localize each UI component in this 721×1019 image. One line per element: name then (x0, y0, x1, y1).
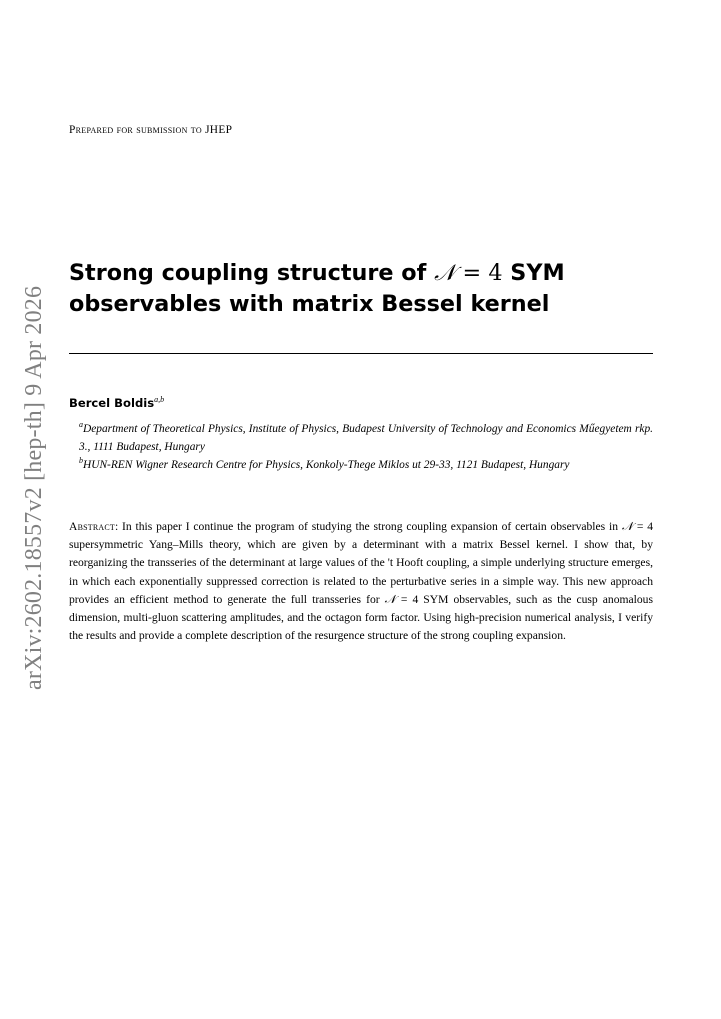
title-part-1: Strong coupling structure of (69, 260, 435, 286)
affiliations (79, 420, 653, 474)
title-part-2: SYM (502, 260, 565, 286)
abstract-text-1b: = 4 supersymmetric Yang–Mills theory, which are given by a determinant with a matrix Bessel kernel. I show that, by reorganizing the transseries of the determinant at large values of the 't Hooft coupling, a simple underlying structure emerges, in which each exponentially suppressed correction is related to the perturbative series in a simple way. This new approach provides an efficient method to generate the full transseries for (69, 520, 654, 606)
abstract-colon: : (114, 520, 123, 533)
abstract-text-2: = 4 SYM observables, such as the cusp anomalous dimension, multi-gluon scattering amplitudes, and the octagon form factor. Using high-precision numerical analysis, I verify the results and provide a complete description of the resurgence structure of the strong coupling expansion. (69, 592, 653, 643)
author-line (69, 396, 164, 410)
abstract-text-1: In this paper I continue the program of studying the strong coupling expansion of certain observables in (122, 520, 622, 533)
abstract-math-n-2: 𝒩 (384, 592, 396, 606)
affiliation-text-a: Department of Theoretical Physics, Institute of Physics, Budapest University of Technology and Economics Műegyetem rkp. 3., 1111 Budapest, Hungary (79, 423, 653, 453)
abstract-label: Abstract (69, 520, 115, 533)
arxiv-identifier: arXiv:2602.18557v2 [hep-th] 9 Apr 2026 (21, 285, 47, 690)
title-math-eq: = 4 (455, 260, 503, 286)
title-math-n: 𝒩 (434, 260, 456, 286)
title-rule (69, 353, 653, 354)
author-affil-marks: a,b (154, 395, 165, 404)
affiliation-b (79, 456, 653, 474)
journal-note: Prepared for submission to JHEP (69, 124, 233, 136)
affiliation-mark-b: b (79, 456, 83, 465)
abstract-math-n-1: 𝒩 (621, 520, 633, 533)
affiliation-text-b: HUN-REN Wigner Research Centre for Physics, Konkoly-Thege Miklos ut 29-33, 1121 Budapest, Hungary (83, 459, 570, 471)
abstract (69, 518, 653, 645)
affiliation-mark-a: a (79, 420, 83, 429)
title-line-2: observables with matrix Bessel kernel (69, 291, 550, 317)
author-name: Bercel Boldis (69, 396, 155, 410)
paper-title (69, 258, 659, 320)
affiliation-a (79, 420, 653, 456)
